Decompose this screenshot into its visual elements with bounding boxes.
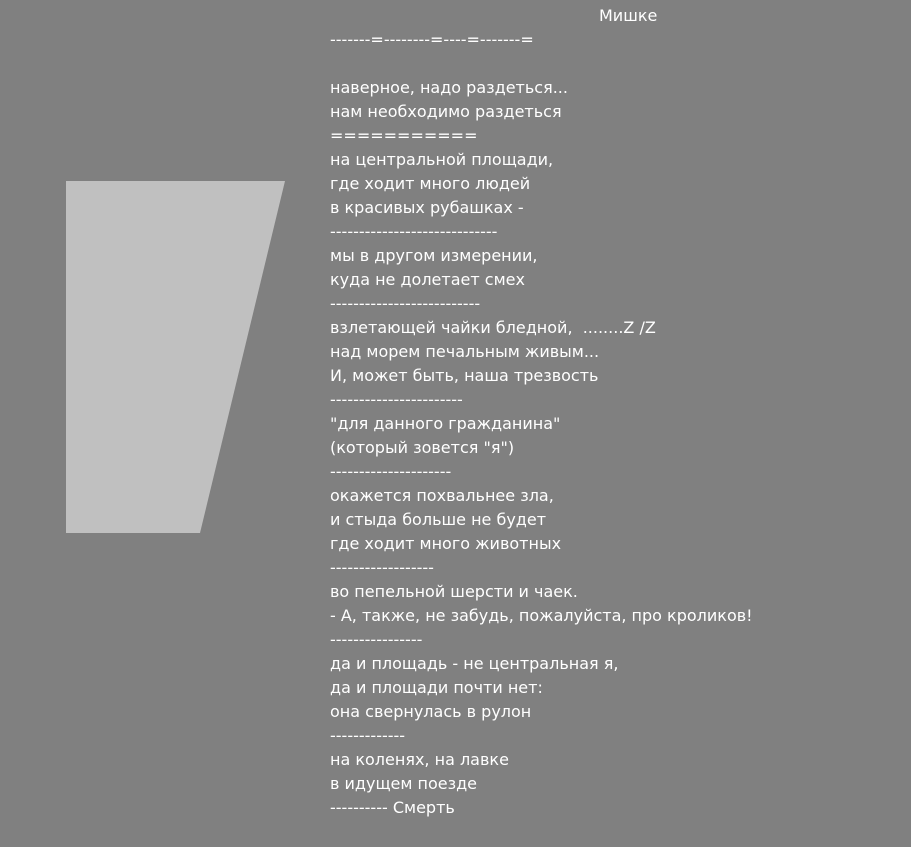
poem-line: нам необходимо раздеться (330, 102, 562, 121)
poem-line: куда не долетает смех (330, 270, 525, 289)
poem-line: да и площадь - не центральная я, (330, 654, 619, 673)
poem-line: - А, также, не забудь, пожалуйста, про кроликов! (330, 606, 753, 625)
poem-line (330, 52, 753, 76)
poem-line: ------------------ (330, 558, 434, 577)
poem-line: где ходит много людей (330, 174, 531, 193)
poem-line: ------------- (330, 726, 406, 745)
poem-line: --------------------- (330, 462, 452, 481)
poem-line: ----------------------------- (330, 222, 498, 241)
poem-text (330, 28, 753, 820)
poem-line: взлетающей чайки бледной, ........Z /Z (330, 318, 656, 337)
poem-line: -------------------------- (330, 294, 481, 313)
poem-line: в красивых рубашках - (330, 198, 524, 217)
trapezoid-shape (66, 181, 285, 533)
decorative-trapezoid (66, 181, 285, 533)
poem-line: (который зовется "я") (330, 438, 515, 457)
poem-line: где ходит много животных (330, 534, 562, 553)
poem-line: наверное, надо раздеться... (330, 78, 568, 97)
poem-line: и стыда больше не будет (330, 510, 547, 529)
poem-line: на центральной площади, (330, 150, 554, 169)
poem-line: на коленях, на лавке (330, 750, 509, 769)
poem-line: над морем печальным живым... (330, 342, 600, 361)
poem-line: мы в другом измерении, (330, 246, 538, 265)
poem-line: ----------------------- (330, 390, 463, 409)
poem-line: она свернулась в рулон (330, 702, 532, 721)
poem-line: -------=--------=----=-------= (330, 30, 534, 49)
poem-line: да и площади почти нет: (330, 678, 543, 697)
poem-line: во пепельной шерсти и чаек. (330, 582, 578, 601)
poem-title: Мишке (599, 6, 658, 25)
poem-line: И, может быть, наша трезвость (330, 366, 599, 385)
poem-line: =========== (330, 126, 478, 145)
poem-line: ---------- Смерть (330, 798, 455, 817)
poem-line: в идущем поезде (330, 774, 478, 793)
poem-line: ---------------- (330, 630, 423, 649)
poem-line: "для данного гражданина" (330, 414, 561, 433)
poem-line: окажется похвальнее зла, (330, 486, 554, 505)
